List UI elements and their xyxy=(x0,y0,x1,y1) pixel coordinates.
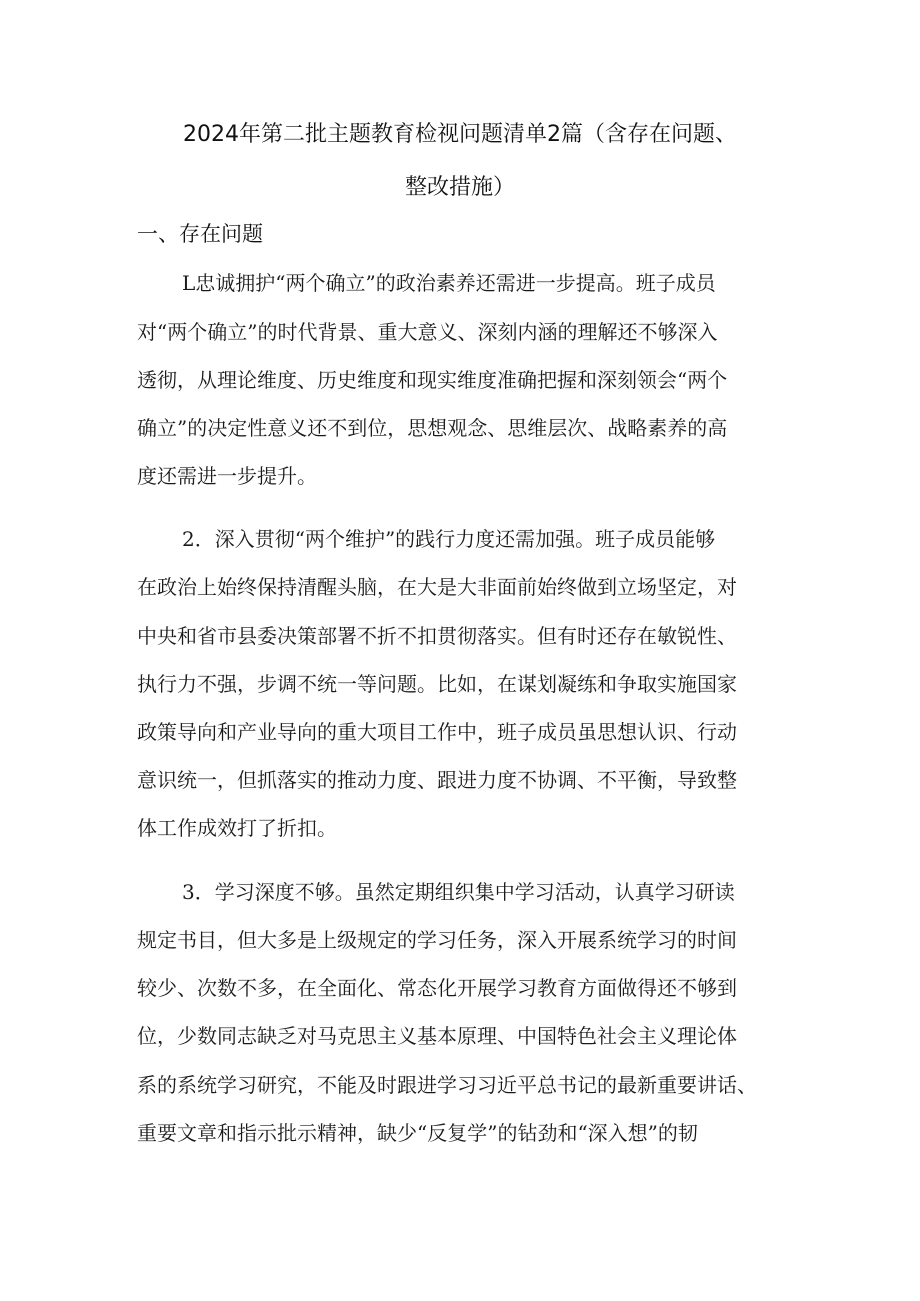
paragraph-3-line-1: 3．学习深度不够。虽然定期组织集中学习活动，认真学习研读 xyxy=(182,880,735,904)
paragraph-3-line-2: 规定书目，但大多是上级规定的学习任务，深入开展系统学习的时间 xyxy=(137,928,737,952)
document-title-line-1: 2024年第二批主题教育检视问题清单2篇（含存在问题、 xyxy=(183,122,737,147)
paragraph-2-line-1: 2．深入贯彻“两个维护”的践行力度还需加强。班子成员能够 xyxy=(182,527,716,551)
section-heading: 一、存在问题 xyxy=(137,222,263,246)
paragraph-2-line-7: 体工作成效打了折扣。 xyxy=(137,816,337,840)
paragraph-3-line-6: 重要文章和指示批示精神，缺少“反复学”的钻劲和“深入想”的韧 xyxy=(137,1121,698,1145)
paragraph-1-line-1: L忠诚拥护“两个确立”的政治素养还需进一步提高。班子成员 xyxy=(182,271,716,295)
paragraph-2-line-3: 中央和省市县委决策部署不折不扣贯彻落实。但有时还存在敏锐性、 xyxy=(137,624,737,648)
paragraph-1-line-5: 度还需进一步提升。 xyxy=(137,464,317,488)
paragraph-2-line-2: 在政治上始终保持清醒头脑，在大是大非面前始终做到立场坚定，对 xyxy=(137,575,737,599)
paragraph-2-line-5: 政策导向和产业导向的重大项目工作中，班子成员虽思想认识、行动 xyxy=(137,720,737,744)
paragraph-3-line-3: 较少、次数不多，在全面化、常态化开展学习教育方面做得还不够到 xyxy=(137,976,737,1000)
paragraph-1-line-2: 对“两个确立”的时代背景、重大意义、深刻内涵的理解还不够深入 xyxy=(137,320,718,344)
paragraph-1-line-4: 确立”的决定性意义还不到位，思想观念、思维层次、战略素养的高 xyxy=(137,416,728,440)
paragraph-2-line-4: 执行力不强，步调不统一等问题。比如，在谋划凝练和争取实施国家 xyxy=(137,672,737,696)
document-title-line-2: 整改措施） xyxy=(404,175,515,200)
paragraph-3-line-5: 系的系统学习研究，不能及时跟进学习习近平总书记的最新重要讲话、 xyxy=(137,1073,757,1097)
paragraph-3-line-4: 位，少数同志缺乏对马克思主义基本原理、中国特色社会主义理论体 xyxy=(137,1024,737,1048)
paragraph-2-line-6: 意识统一，但抓落实的推动力度、跟进力度不协调、不平衡，导致整 xyxy=(137,768,737,792)
paragraph-1-line-3: 透彻，从理论维度、历史维度和现实维度准确把握和深刻领会“两个 xyxy=(137,368,728,392)
